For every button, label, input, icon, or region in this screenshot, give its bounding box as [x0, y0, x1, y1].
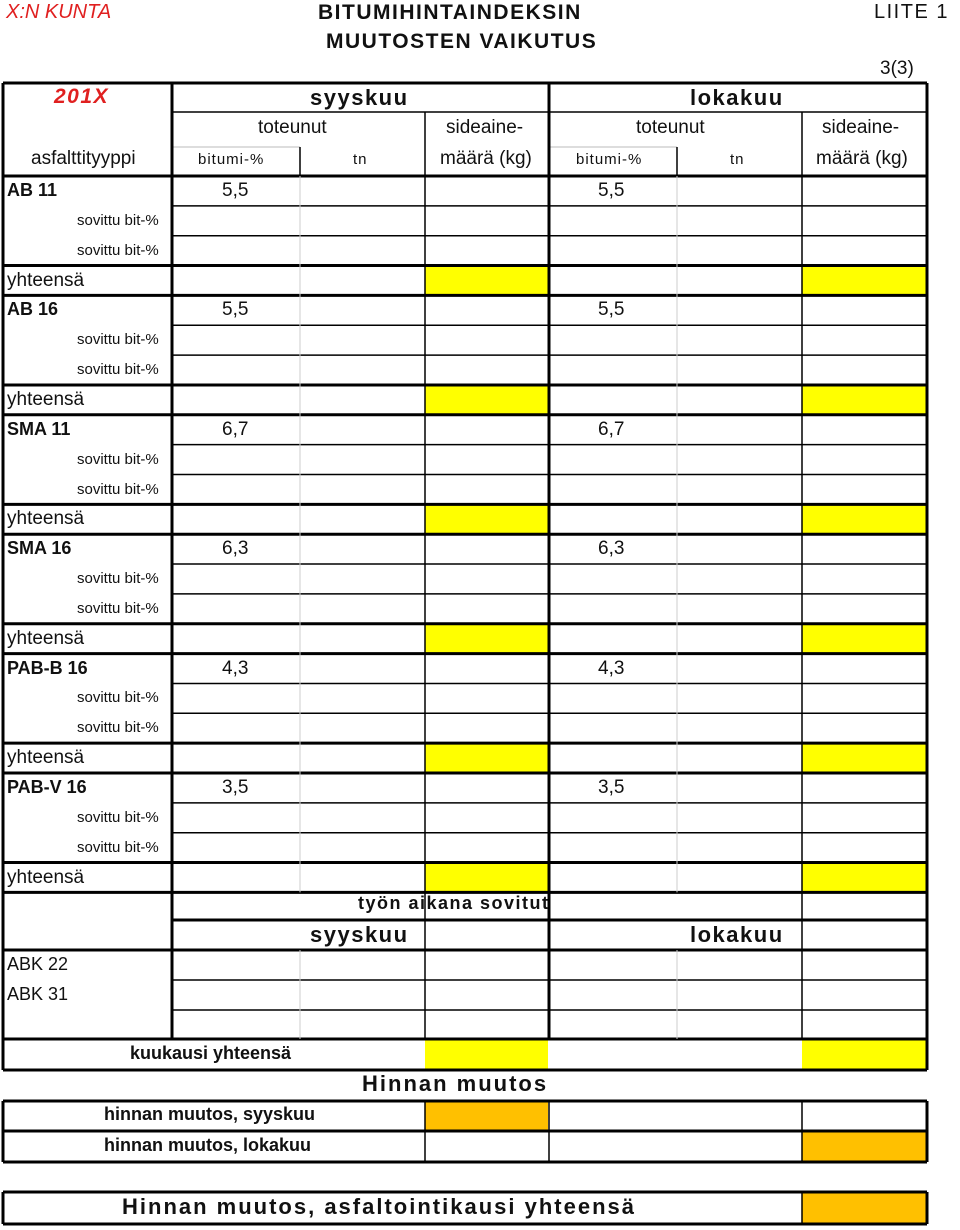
season-total-label: Hinnan muutos, asfaltointikausi yhteensä [122, 1194, 636, 1219]
agreed-bitumen-label: sovittu bit-% [77, 599, 159, 617]
asphalt-type-label: SMA 11 [7, 418, 71, 439]
agreed-bitumen-label: sovittu bit-% [77, 480, 159, 498]
bitumen-percent-october: 6,7 [598, 418, 625, 440]
bitumen-percent-september: 5,5 [222, 180, 249, 201]
agreed-bitumen-label: sovittu bit-% [77, 361, 159, 379]
group-total-label: yhteensä [7, 627, 85, 649]
sideaine-october-line1: sideaine- [822, 117, 900, 138]
price-change-october-label: hinnan muutos, lokakuu [104, 1135, 312, 1155]
bitumen-percent-september: 6,3 [222, 538, 249, 560]
group-total-label: yhteensä [7, 269, 85, 291]
bitumen-percent-september: 5,5 [222, 299, 249, 321]
month-total-binder-cell[interactable] [425, 1039, 548, 1070]
binder-total-cell[interactable] [802, 385, 927, 415]
agreed-bitumen-label: sovittu bit-% [77, 570, 159, 588]
toteunut-october: toteunut [636, 117, 705, 138]
agreed-bitumen-label: sovittu bit-% [77, 211, 159, 229]
bitumen-percent-september: 3,5 [222, 777, 249, 798]
price-change-september-label: hinnan muutos, syyskuu [104, 1104, 316, 1124]
agreed-bitumen-label: sovittu bit-% [77, 241, 159, 259]
price-change-september-value[interactable] [425, 1101, 548, 1131]
column-bitumi-september: bitumi-% [198, 151, 265, 168]
binder-total-cell[interactable] [802, 266, 927, 296]
bitumen-percent-october: 6,3 [598, 538, 625, 560]
agreed-bitumen-label: sovittu bit-% [77, 719, 159, 737]
group-total-label: yhteensä [7, 866, 85, 888]
bitumen-percent-october: 4,3 [598, 657, 625, 679]
price-change-october-value[interactable] [802, 1131, 927, 1161]
organization-name: X:N KUNTA [6, 1, 112, 23]
bitumen-percent-september: 4,3 [222, 657, 249, 679]
binder-total-cell[interactable] [425, 266, 548, 296]
abk-31-label: ABK 31 [7, 984, 69, 1004]
binder-total-cell[interactable] [802, 743, 927, 773]
agreed-bitumen-label: sovittu bit-% [77, 450, 159, 468]
group-total-label: yhteensä [7, 388, 85, 410]
page-number: 3(3) [880, 58, 914, 79]
month-total-binder-cell[interactable] [802, 1039, 927, 1070]
asphalt-type-label: PAB-B 16 [7, 657, 88, 678]
sideaine-september-line2: määrä (kg) [440, 148, 532, 169]
toteunut-september: toteunut [258, 117, 327, 138]
page-title-line1: BITUMIHINTAINDEKSIN [318, 1, 582, 24]
bitumen-percent-october: 5,5 [598, 299, 625, 321]
agreed-bitumen-label: sovittu bit-% [77, 808, 159, 826]
binder-total-cell[interactable] [802, 863, 927, 893]
season-total-value[interactable] [802, 1192, 927, 1224]
column-asfalttityyppi: asfalttityyppi [31, 148, 136, 169]
column-tn-september: tn [353, 151, 368, 168]
work-agreed-header: työn aikana sovitut [358, 893, 550, 913]
appendix-label: LIITE 1 [874, 1, 949, 23]
asphalt-type-label: AB 11 [7, 180, 58, 200]
abk-22-label: ABK 22 [7, 954, 69, 974]
binder-total-cell[interactable] [425, 385, 548, 415]
month-total-label: kuukausi yhteensä [130, 1043, 292, 1063]
agreed-bitumen-label: sovittu bit-% [77, 689, 159, 707]
group-total-label: yhteensä [7, 508, 85, 530]
bitumen-percent-october: 3,5 [598, 777, 625, 798]
agreed-bitumen-label: sovittu bit-% [77, 331, 159, 349]
sideaine-october-line2: määrä (kg) [816, 148, 908, 169]
binder-total-cell[interactable] [425, 624, 548, 654]
page-title-line2: MUUTOSTEN VAIKUTUS [326, 30, 598, 53]
asphalt-type-label: PAB-V 16 [7, 777, 87, 797]
asphalt-type-label: SMA 16 [7, 538, 72, 559]
agreed-bitumen-label: sovittu bit-% [77, 838, 159, 856]
asphalt-type-label: AB 16 [7, 299, 59, 320]
month-october-header: lokakuu [690, 85, 784, 110]
year-label: 201X [54, 85, 110, 108]
binder-total-cell[interactable] [425, 504, 548, 534]
bitumen-percent-september: 6,7 [222, 418, 249, 440]
group-total-label: yhteensä [7, 747, 85, 769]
lower-month-september: syyskuu [310, 922, 409, 947]
lower-month-october: lokakuu [690, 922, 784, 947]
binder-total-cell[interactable] [802, 504, 927, 534]
column-tn-october: tn [730, 151, 745, 168]
binder-total-cell[interactable] [425, 743, 548, 773]
column-bitumi-october: bitumi-% [576, 151, 643, 168]
month-september-header: syyskuu [310, 85, 409, 110]
bitumen-percent-october: 5,5 [598, 180, 625, 201]
price-change-heading: Hinnan muutos [362, 1071, 549, 1096]
binder-total-cell[interactable] [425, 863, 548, 893]
binder-total-cell[interactable] [802, 624, 927, 654]
sideaine-september-line1: sideaine- [446, 117, 524, 138]
